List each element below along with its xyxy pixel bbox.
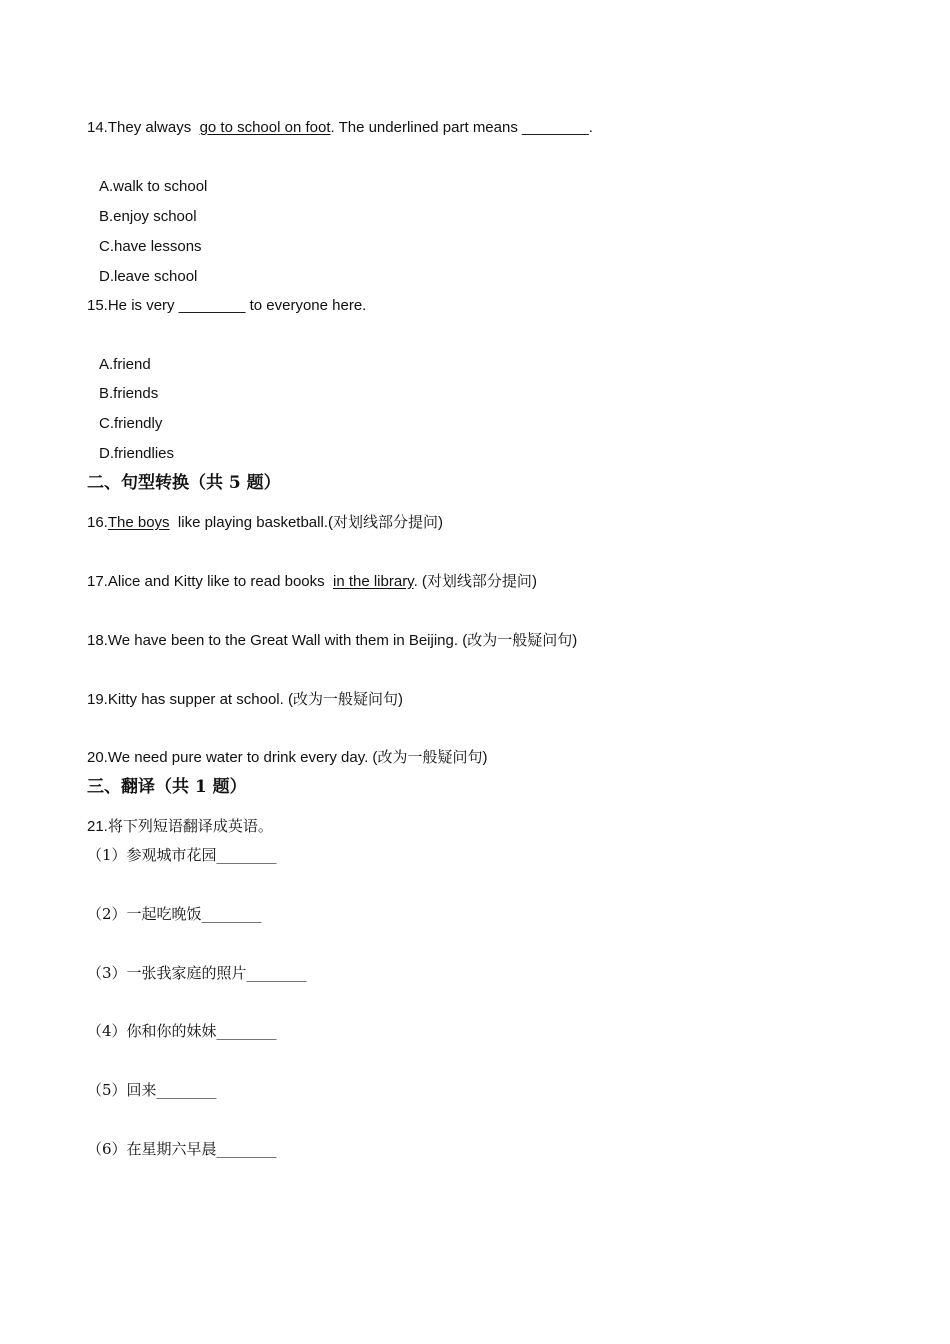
question-21-item-1: （1）参观城市花园________: [87, 846, 277, 864]
question-15-option-b: B.friends: [99, 385, 159, 402]
question-20: [87, 747, 487, 768]
question-14-post: . The underlined part means ________.: [330, 119, 593, 136]
question-17: [87, 571, 537, 592]
question-21-item-2: （2）一起吃晚饭________: [87, 905, 262, 923]
question-20-end: ): [482, 749, 488, 766]
question-20-pre: 20.We need pure water to drink every day. (: [87, 749, 378, 766]
question-17-pre: 17.Alice and Kitty like to read books: [87, 573, 333, 590]
question-19-end: ): [397, 691, 403, 708]
question-17-end: ): [531, 573, 537, 590]
section-2-heading: 二、句型转换（共 5 题）: [87, 473, 281, 493]
question-19-pre: 19.Kitty has supper at school. (: [87, 691, 293, 708]
question-21-item-5: （5）回来________: [87, 1081, 217, 1099]
question-16: [87, 512, 443, 533]
question-16-underlined: The boys: [107, 514, 170, 531]
question-17-instruction: 对划线部分提问: [426, 572, 532, 590]
question-16-end: ): [438, 514, 443, 531]
question-14-underlined: go to school on foot: [199, 119, 331, 136]
question-21-item-4: （4）你和你的妹妹________: [87, 1022, 277, 1040]
question-18-end: ): [572, 632, 578, 649]
question-21: [87, 816, 273, 837]
question-15-option-c: C.friendly: [99, 415, 163, 432]
question-21-num: 21.: [87, 818, 108, 835]
question-21-instruction: 将下列短语翻译成英语。: [107, 817, 273, 835]
question-21-item-6: （6）在星期六早晨________: [87, 1140, 277, 1158]
question-16-post: like playing basketball.(: [169, 514, 333, 531]
question-20-instruction: 改为一般疑问句: [377, 748, 483, 766]
section-3-heading: 三、翻译（共 1 题）: [87, 777, 247, 797]
question-17-post: . (: [413, 573, 427, 590]
question-15-option-d: D.friendlies: [99, 445, 175, 462]
question-15: 15.He is very ________ to everyone here.: [87, 297, 367, 314]
question-18: [87, 630, 577, 651]
question-14-option-b: B.enjoy school: [99, 208, 197, 225]
question-14-pre: 14.They always: [87, 119, 200, 136]
question-16-instruction: 对划线部分提问: [332, 513, 438, 531]
question-18-instruction: 改为一般疑问句: [467, 631, 573, 649]
question-14-option-c: C.have lessons: [99, 238, 202, 255]
question-15-option-a: A.friend: [99, 356, 151, 373]
question-21-item-3: （3）一张我家庭的照片________: [87, 964, 307, 982]
question-19-instruction: 改为一般疑问句: [292, 690, 398, 708]
question-17-underlined: in the library: [332, 573, 414, 590]
question-19: [87, 689, 403, 710]
question-14-option-d: D.leave school: [99, 268, 198, 285]
question-14-option-a: A.walk to school: [99, 178, 208, 195]
question-16-num: 16.: [87, 514, 108, 531]
question-18-pre: 18.We have been to the Great Wall with them in Beijing. (: [87, 632, 468, 649]
question-14: [87, 118, 593, 138]
